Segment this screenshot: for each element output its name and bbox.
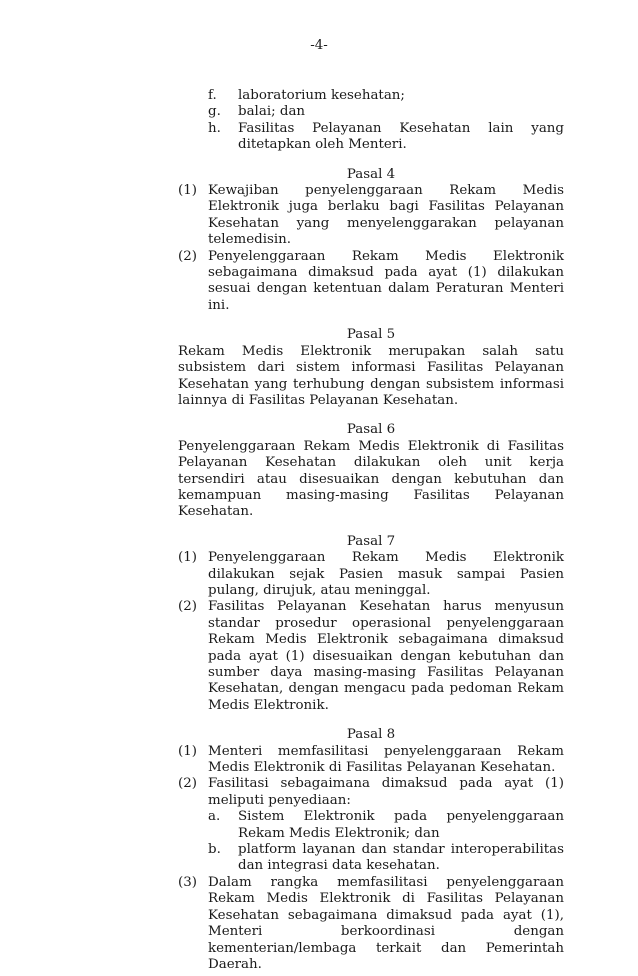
ayat-item — [178, 744, 564, 777]
ayat-marker: (1) — [178, 183, 197, 199]
ayat-item — [178, 776, 564, 809]
ayat-text: Kewajiban penyelenggaraan Rekam Medis Elektronik juga berlaku bagi Fasilitas Pelayanan Kesehatan yang menyelenggarakan pelayanan telemedisin. — [208, 183, 564, 248]
list-text: laboratorium kesehatan; — [238, 88, 405, 103]
list-text: balai; dan — [238, 104, 306, 120]
pasal-5-heading: Pasal 5 — [346, 327, 396, 343]
pasal-6-text: Penyelenggaraan Rekam Medis Elektronik di Fasilitas Pelayanan Kesehatan dilakukan oleh unit kerja tersendiri atau disesuaikan dengan kebutuhan dan kemampuan masing-masing Fasilitas Pelayanan Kesehatan. — [178, 438, 564, 520]
list-item — [178, 121, 564, 154]
list-marker: g. — [208, 104, 221, 120]
ayat-text: Dalam rangka memfasilitasi penyelenggaraan Rekam Medis Elektronik di Fasilitas Pelayanan Kesehatan sebagaimana dimaksud pada ayat (1), Menteri berkoordinasi dengan kementerian/lembaga terkait dan Pemerintah Daerah. — [208, 874, 564, 972]
list-text: Fasilitas Pelayanan Kesehatan lain yang ditetapkan oleh Menteri. — [238, 120, 564, 153]
pasal-6-heading: Pasal 6 — [346, 422, 396, 438]
ayat-item — [178, 550, 564, 599]
ayat-text: Penyelenggaraan Rekam Medis Elektronik sebagaimana dimaksud pada ayat (1) dilakukan sesuai dengan ketentuan dalam Peraturan Menteri ini. — [208, 248, 564, 313]
document-body — [178, 88, 564, 973]
list-item — [178, 104, 564, 120]
sub-list-text: Sistem Elektronik pada penyelenggaraan Rekam Medis Elektronik; dan — [238, 809, 564, 841]
ayat-marker: (1) — [178, 743, 197, 759]
pasal-8-heading: Pasal 8 — [346, 727, 396, 743]
ayat-text: Fasilitasi sebagaimana dimaksud pada ayat (1) meliputi penyediaan: — [208, 776, 564, 808]
sub-list-marker: a. — [208, 809, 221, 825]
list-marker: h. — [208, 120, 221, 136]
sub-list-item — [178, 809, 564, 842]
sub-list-item — [178, 842, 564, 875]
ayat-marker: (2) — [178, 248, 197, 264]
ayat-text: Menteri memfasilitasi penyelenggaraan Rekam Medis Elektronik di Fasilitas Pelayanan Kesehatan. — [208, 743, 564, 776]
ayat-text: Fasilitas Pelayanan Kesehatan harus menyusun standar prosedur operasional penyelenggaraan Rekam Medis Elektronik sebagaimana dimaksud pada ayat (1) disesuaikan dengan kebutuhan dan sumber daya masing-masing Fasilitas Pelayanan Kesehatan, dengan mengacu pada pedoman Rekam Medis Elektronik. — [208, 599, 564, 713]
page-number: -4- — [310, 38, 328, 53]
ayat-marker: (3) — [178, 874, 197, 890]
ayat-marker: (1) — [178, 550, 197, 566]
ayat-item — [178, 183, 564, 249]
ayat-text: Penyelenggaraan Rekam Medis Elektronik dilakukan sejak Pasien masuk sampai Pasien pulang, dirujuk, atau meninggal. — [208, 550, 564, 598]
sub-list-text: platform layanan dan standar interoperabilitas dan integrasi data kesehatan. — [238, 842, 564, 874]
ayat-item — [178, 599, 564, 714]
list-item — [178, 88, 564, 104]
ayat-item — [178, 249, 564, 315]
sub-list-marker: b. — [208, 842, 221, 858]
ayat-item — [178, 875, 564, 973]
pasal-7-heading: Pasal 7 — [346, 533, 396, 549]
pasal-4-heading: Pasal 4 — [346, 166, 396, 182]
ayat-marker: (2) — [178, 599, 197, 615]
pasal-5-text: Rekam Medis Elektronik merupakan salah satu subsistem dari sistem informasi Fasilitas Pelayanan Kesehatan yang terhubung dengan subsistem informasi lainnya di Fasilitas Pelayanan Kesehatan. — [178, 343, 564, 408]
ayat-marker: (2) — [178, 776, 197, 792]
list-marker: f. — [208, 88, 217, 103]
